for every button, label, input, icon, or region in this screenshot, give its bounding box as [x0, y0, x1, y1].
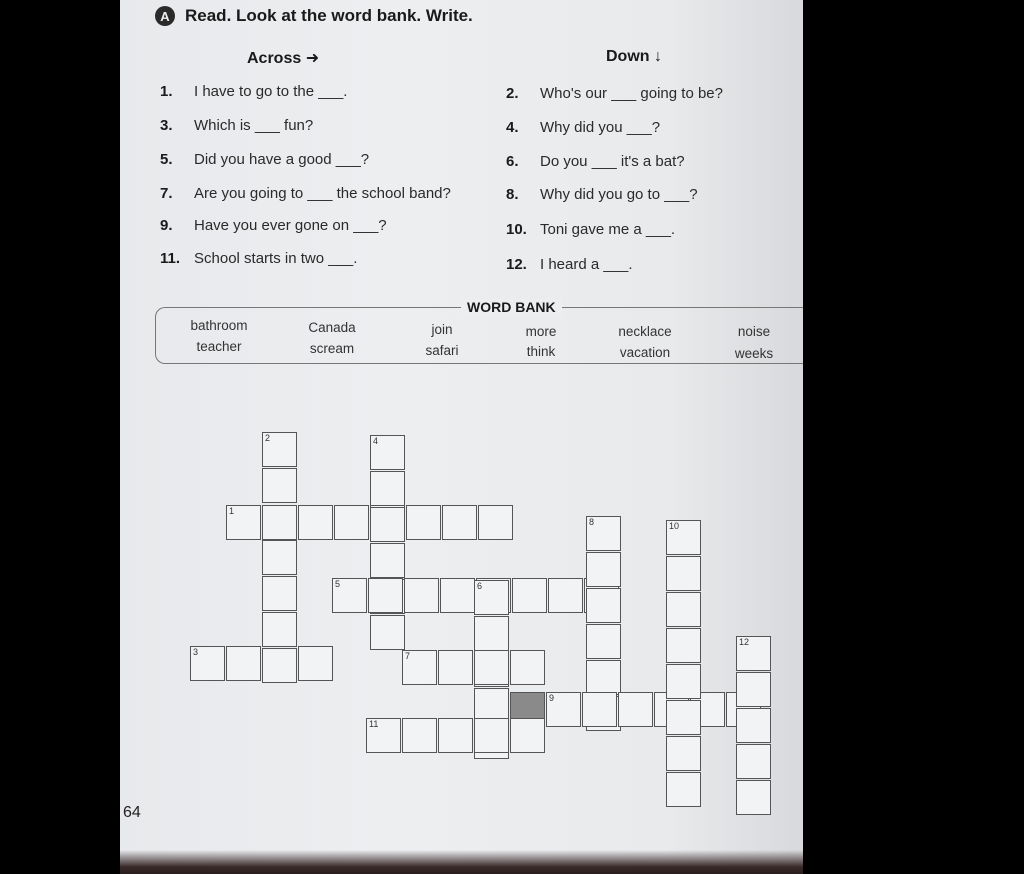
crossword-cell[interactable]: [440, 578, 475, 613]
crossword-clue-number: 8: [589, 517, 595, 527]
word-bank-word: necklace: [618, 324, 672, 339]
down-clue-4: 4. Why did you ___?: [506, 119, 661, 136]
crossword-clue-number: 12: [739, 637, 750, 647]
crossword-cell[interactable]: [666, 556, 701, 591]
crossword-cell[interactable]: [666, 628, 701, 663]
crossword-cell[interactable]: [438, 718, 473, 753]
word-bank-word: think: [526, 344, 556, 359]
exercise-instruction: Read. Look at the word bank. Write.: [185, 6, 473, 25]
crossword-cell[interactable]: [370, 471, 405, 506]
across-clue-11: 11. School starts in two ___.: [160, 250, 358, 267]
crossword-cell[interactable]: [736, 708, 771, 743]
crossword-cell[interactable]: [618, 692, 653, 727]
crossword-cell[interactable]: [666, 772, 701, 807]
crossword-cell[interactable]: [736, 780, 771, 815]
down-clue-2: 2. Who's our ___ going to be?: [506, 85, 723, 102]
crossword-cell[interactable]: [582, 692, 617, 727]
word-bank-word: vacation: [619, 345, 671, 360]
down-clue-8: 8. Why did you go to ___?: [506, 186, 698, 203]
crossword-cell[interactable]: [262, 540, 297, 575]
crossword-cell[interactable]: [262, 648, 297, 683]
crossword-cell[interactable]: [442, 505, 477, 540]
word-bank-word: noise: [737, 324, 771, 339]
crossword-cell[interactable]: [334, 505, 369, 540]
crossword-cell[interactable]: [666, 664, 701, 699]
crossword-cell[interactable]: [510, 650, 545, 685]
crossword-cell[interactable]: [736, 672, 771, 707]
word-bank-word: Canada: [308, 320, 356, 335]
crossword-clue-number: 2: [265, 433, 271, 443]
page-edge-shadow: [120, 850, 803, 874]
crossword-clue-number: 4: [373, 436, 379, 446]
crossword-cell[interactable]: [474, 616, 509, 651]
crossword-clue-number: 5: [335, 579, 341, 589]
exercise-header: [155, 4, 473, 28]
word-bank-word: weeks: [734, 346, 774, 361]
crossword-cell[interactable]: [298, 646, 333, 681]
crossword-clue-number: 10: [669, 521, 680, 531]
crossword-cell[interactable]: [666, 592, 701, 627]
crossword-cell[interactable]: [474, 718, 509, 753]
crossword-cell[interactable]: [438, 650, 473, 685]
crossword-cell[interactable]: [478, 505, 513, 540]
crossword-cell[interactable]: [586, 660, 621, 695]
crossword-cell[interactable]: [586, 624, 621, 659]
word-bank-box: [155, 299, 803, 364]
across-clue-7: 7. Are you going to ___ the school band?: [160, 185, 451, 202]
word-bank-word: teacher: [196, 339, 242, 354]
crossword-cell[interactable]: [586, 588, 621, 623]
crossword-cell[interactable]: [406, 505, 441, 540]
crossword-clue-number: 7: [405, 651, 411, 661]
page-number: 64: [123, 804, 141, 821]
crossword-cell[interactable]: [548, 578, 583, 613]
across-clue-9: 9. Have you ever gone on ___?: [160, 217, 387, 234]
crossword-cell[interactable]: [370, 543, 405, 578]
crossword-cell[interactable]: [226, 646, 261, 681]
crossword-cell[interactable]: [666, 700, 701, 735]
word-bank-word: safari: [425, 343, 459, 358]
across-clue-1: 1. I have to go to the ___.: [160, 83, 348, 100]
crossword-clue-number: 9: [549, 693, 555, 703]
crossword-cell[interactable]: [474, 650, 509, 685]
down-clue-10: 10. Toni gave me a ___.: [506, 221, 676, 238]
crossword-clue-number: 6: [477, 581, 483, 591]
crossword-cell[interactable]: [370, 615, 405, 650]
crossword-cell[interactable]: [370, 507, 405, 542]
word-bank-word: more: [525, 324, 557, 339]
crossword-cell[interactable]: [368, 578, 403, 613]
word-bank-title: WORD BANK: [461, 299, 562, 315]
word-bank-word: join: [431, 322, 453, 337]
workbook-page: [120, 0, 803, 874]
crossword-cell[interactable]: [298, 505, 333, 540]
across-heading: Across ➜: [247, 50, 320, 67]
crossword-cell[interactable]: [666, 736, 701, 771]
crossword-cell[interactable]: [262, 505, 297, 540]
crossword-cell[interactable]: [402, 718, 437, 753]
crossword-cell[interactable]: [262, 576, 297, 611]
crossword-cell[interactable]: [262, 612, 297, 647]
crossword-cell[interactable]: [586, 552, 621, 587]
word-bank-word: bathroom: [190, 318, 248, 333]
across-clue-5: 5. Did you have a good ___?: [160, 151, 370, 168]
crossword-clue-number: 1: [229, 506, 235, 516]
down-clue-12: 12. I heard a ___.: [506, 256, 633, 273]
crossword-cell[interactable]: [510, 718, 545, 753]
exercise-badge: A: [155, 6, 175, 26]
crossword-cell[interactable]: [404, 578, 439, 613]
crossword-clue-number: 11: [369, 719, 379, 729]
crossword-cell[interactable]: [262, 468, 297, 503]
down-heading: Down ↓: [606, 48, 662, 65]
crossword-clue-number: 3: [193, 647, 199, 657]
down-clue-6: 6. Do you ___ it's a bat?: [506, 153, 685, 170]
across-clue-3: 3. Which is ___ fun?: [160, 117, 314, 134]
crossword-cell[interactable]: [512, 578, 547, 613]
crossword-cell[interactable]: [736, 744, 771, 779]
word-bank-word: scream: [309, 341, 355, 356]
